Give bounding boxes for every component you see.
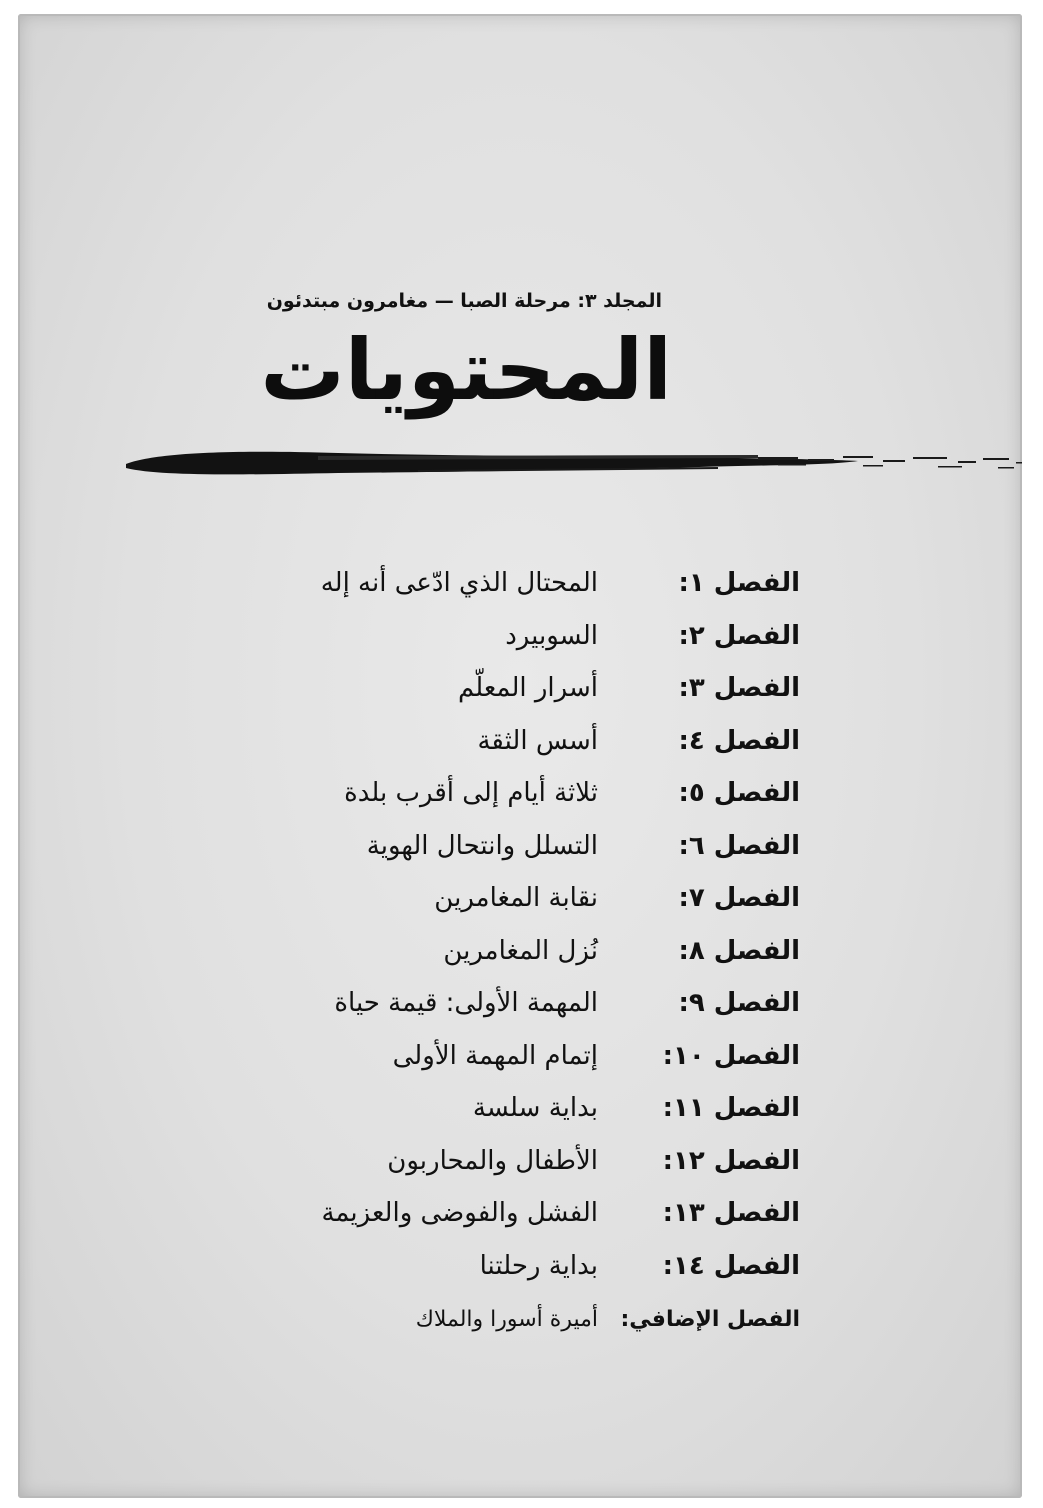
chapter-title: نُزل المغامرين — [443, 935, 598, 966]
toc-entry-12[interactable] — [18, 1140, 1022, 1193]
page-title: المحتويات — [260, 321, 672, 419]
chapter-label: الفصل ٢: — [678, 620, 800, 651]
toc-entry-10[interactable] — [18, 1035, 1022, 1088]
chapter-title: أسرار المعلّم — [457, 673, 598, 703]
chapter-title: أميرة أسورا والملاك — [415, 1307, 598, 1332]
chapter-label: الفصل ١٢: — [662, 1145, 800, 1176]
toc-entry-13[interactable] — [18, 1192, 1022, 1245]
chapter-title: نقابة المغامرين — [434, 883, 598, 913]
chapter-title: الفشل والفوضى والعزيمة — [321, 1198, 598, 1228]
chapter-label: الفصل ١٠: — [662, 1040, 800, 1071]
toc-entry-4[interactable] — [18, 720, 1022, 773]
chapter-label: الفصل ٨: — [678, 935, 800, 966]
chapter-label: الفصل ١: — [678, 568, 800, 598]
chapter-title: الأطفال والمحاربون — [387, 1145, 598, 1176]
chapter-title: التسلل وانتحال الهوية — [366, 830, 598, 861]
toc-entry-5[interactable] — [18, 772, 1022, 825]
toc-entry-9[interactable] — [18, 982, 1022, 1035]
chapter-title: بداية رحلتنا — [479, 1250, 598, 1281]
chapter-label: الفصل ٥: — [678, 778, 800, 808]
toc-entry-1[interactable] — [18, 562, 1022, 615]
toc-entry-3[interactable] — [18, 667, 1022, 720]
chapter-title: المهمة الأولى: قيمة حياة — [334, 988, 598, 1018]
chapter-title: إتمام المهمة الأولى — [392, 1040, 598, 1071]
chapter-label: الفصل ٣: — [678, 673, 800, 703]
toc-entry-6[interactable] — [18, 825, 1022, 878]
chapter-title: المحتال الذي ادّعى أنه إله — [320, 568, 598, 598]
chapter-label: الفصل ٦: — [678, 830, 800, 861]
chapter-title: السوبيرد — [505, 620, 598, 651]
toc-entry-8[interactable] — [18, 930, 1022, 983]
chapter-label: الفصل الإضافي: — [620, 1307, 800, 1332]
brush-stroke-divider — [118, 434, 1022, 484]
chapter-title: أسس الثقة — [477, 725, 598, 756]
chapter-label: الفصل ٤: — [678, 725, 800, 756]
chapter-label: الفصل ٩: — [678, 988, 800, 1018]
chapter-title: بداية سلسة — [472, 1093, 598, 1123]
book-page — [18, 14, 1022, 1498]
volume-subtitle: المجلد ٣: مرحلة الصبا — مغامرون مبتدئون — [266, 290, 662, 312]
toc-entry-14[interactable] — [18, 1245, 1022, 1298]
toc-entry-7[interactable] — [18, 877, 1022, 930]
chapter-label: الفصل ١١: — [662, 1093, 800, 1123]
chapter-label: الفصل ١٣: — [662, 1198, 800, 1228]
chapter-title: ثلاثة أيام إلى أقرب بلدة — [344, 778, 598, 808]
chapter-label: الفصل ١٤: — [662, 1250, 800, 1281]
chapter-label: الفصل ٧: — [678, 883, 800, 913]
table-of-contents — [18, 562, 1022, 1350]
toc-entry-bonus[interactable] — [18, 1297, 1022, 1350]
toc-entry-2[interactable] — [18, 615, 1022, 668]
toc-entry-11[interactable] — [18, 1087, 1022, 1140]
